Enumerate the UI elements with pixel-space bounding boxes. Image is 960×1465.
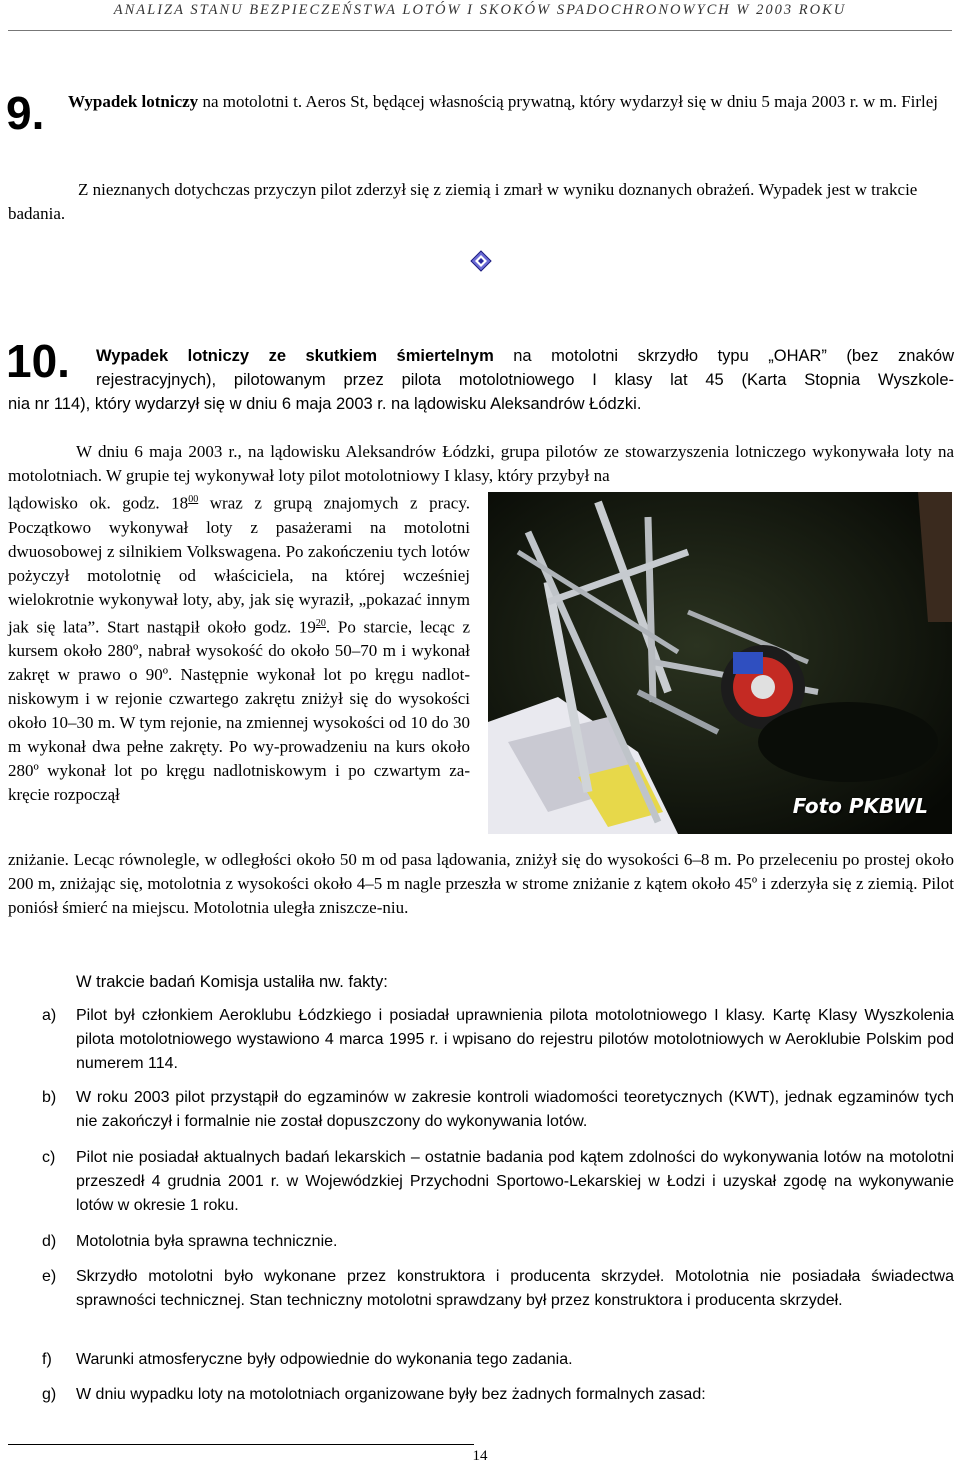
facts-intro: W trakcie badań Komisja ustaliła nw. fakty: [76, 973, 388, 991]
section-10-number: 10. [6, 335, 70, 387]
section-10-heading [8, 344, 954, 416]
footer-rule [8, 1444, 474, 1445]
accident-photo [488, 492, 952, 834]
section-9-body: Z nieznanych dotychczas przyczyn pilot zderzył się z ziemią i zmarł w wyniku doznanych obrażeń. Wypadek jest w trakcie badania. [8, 180, 918, 223]
fact-item-f: f) Warunki atmosferyczne były odpowiednie do wykonania tego zadania. [42, 1351, 573, 1368]
section-10-heading-line-1: Wypadek lotniczy ze skutkiem śmiertelnym na motolotni skrzydło typu „OHAR” (bez znaków [96, 347, 954, 365]
section-9-bold: Wypadek lotniczy [68, 92, 199, 111]
time-superscript-2: 20 [315, 617, 326, 629]
fact-item-d: d) Motolotnia była sprawna technicznie. [42, 1233, 338, 1250]
time-superscript-1: 00 [188, 494, 199, 505]
paragraph-1-continued: zniżanie. Lecąc równolegle, w odległości około 50 m od pasa lądowania, zniżył się do wysokości 6–8 m. Po przeleceniu po prostej około 200 m, zniżając się, motolotnia z wysokości około 4–5 m nagle przeszła w strome zniżanie z kątem około 45º i zderzyła się z ziemią. Pilot poniósł śmierć na miejscu. Motolotnia uległa zniszcze-niu. [8, 850, 954, 917]
section-9-heading-rest: na motolotni t. Aeros St, będącej własnością prywatną, który wydarzył się w dniu 5 maja 2003 r. w m. Firlej [198, 92, 939, 111]
section-10-bold: Wypadek lotniczy ze skutkiem śmiertelnym [96, 347, 494, 365]
paragraph-1-wide: W dniu 6 maja 2003 r., na lądowisku Aleksandrów Łódzki, grupa pilotów ze stowarzyszenia lotniczego wykonywała loty na motolotniach. W grupie tej wykonywał loty pilot motolotniowy I klasy, który przybył na [8, 442, 954, 485]
header-rule [8, 30, 952, 31]
page-number: 14 [472, 1448, 488, 1464]
diamond-ornament-icon [470, 250, 492, 272]
fact-item-c: c) Pilot nie posiadał aktualnych badań lekarskich – ostatnie badania pod kątem zdolności do wykonywania lotów na motolotni przeszedł 4 grudnia 2001 r. w Wojewódzkiej Przychodni Sportowo-Lekarskiej w Łodzi i uzyskał zgodę na wykonywanie lotów w okresie 1 roku. [42, 1149, 954, 1214]
photo-credit: Foto PKBWL [792, 794, 928, 818]
paragraph-1-column: lądowisko ok. godz. $18^{00}$ wraz z grupą znajomych z pracy. Początkowo wykonywał loty z pasażerami na motolotni dwuosobowej z silnikiem Volkswagena. Po zakończeniu tych lotów pożyczył motolotnię od właściciela, na której wcześniej wielokrotnie wykonywał loty, aby, jak się wyraził, „pokazać innym jak się lata”. Start nastąpił około godz. $19^{20}$. Po starcie, lecąc z kursem około 280º, nabrał wysokość do około 50–70 m i wykonał zakręt w prawo o 90º. Następnie wykonał lot po kręgu nadlot-niskowym i w rejonie czwartego zakrętu zniżył się do wysokości około 10–30 m. W tym rejonie, na zmiennej wysokości od 10 do 30 m wykonał dwa pełne zakręty. Po wy-prowadzeniu na kurs około 280º wykonał lot po kręgu nadlotniskowym i po czwartym za-kręcie rozpoczął [8, 493, 470, 805]
fact-item-b: b) W roku 2003 pilot przystąpił do egzaminów w zakresie kontroli wiadomości teoretycznych (KWT), jednak egzaminów tych nie zakończył i formalnie nie został dopuszczony do wykonywania lotów. [42, 1089, 954, 1130]
fact-item-e: e) Skrzydło motolotni było wykonane przez konstruktora i producenta skrzydeł. Motolotnia nie posiadała świadectwa sprawności technicznej. Stan techniczny motolotni sprawdzany był przez konstruktora i producenta skrzydeł. [42, 1268, 954, 1309]
fact-item-g: g) W dniu wypadku loty na motolotniach organizowane były bez żadnych formalnych zasad: [42, 1386, 706, 1403]
section-10-heading-line-3: nia nr 114), który wydarzył się w dniu 6 maja 2003 r. na lądowisku Aleksandrów Łódzki. [8, 395, 642, 413]
fact-item-a: a) Pilot był członkiem Aeroklubu Łódzkiego i posiadał uprawnienia pilota motolotniowego I klasy. Kartę Klasy Wyszkolenia pilota motolotniowego wystawiono 4 marca 1995 r. i wpisano do rejestru pilotów motolotniowych w Aeroklubie Polskim pod numerem 114. [42, 1007, 954, 1072]
section-9-number: 9. [6, 87, 45, 139]
section-10-heading-line-2: rejestracyjnych), pilotowanym przez pilota motolotniowego I klasy lat 45 (Karta Stopnia Wyszkole- [96, 371, 954, 389]
running-header: ANALIZA STANU BEZPIECZEŃSTWA LOTÓW I SKOKÓW SPADOCHRONOWYCH W 2003 ROKU [113, 2, 847, 18]
section-9-heading [68, 90, 954, 114]
